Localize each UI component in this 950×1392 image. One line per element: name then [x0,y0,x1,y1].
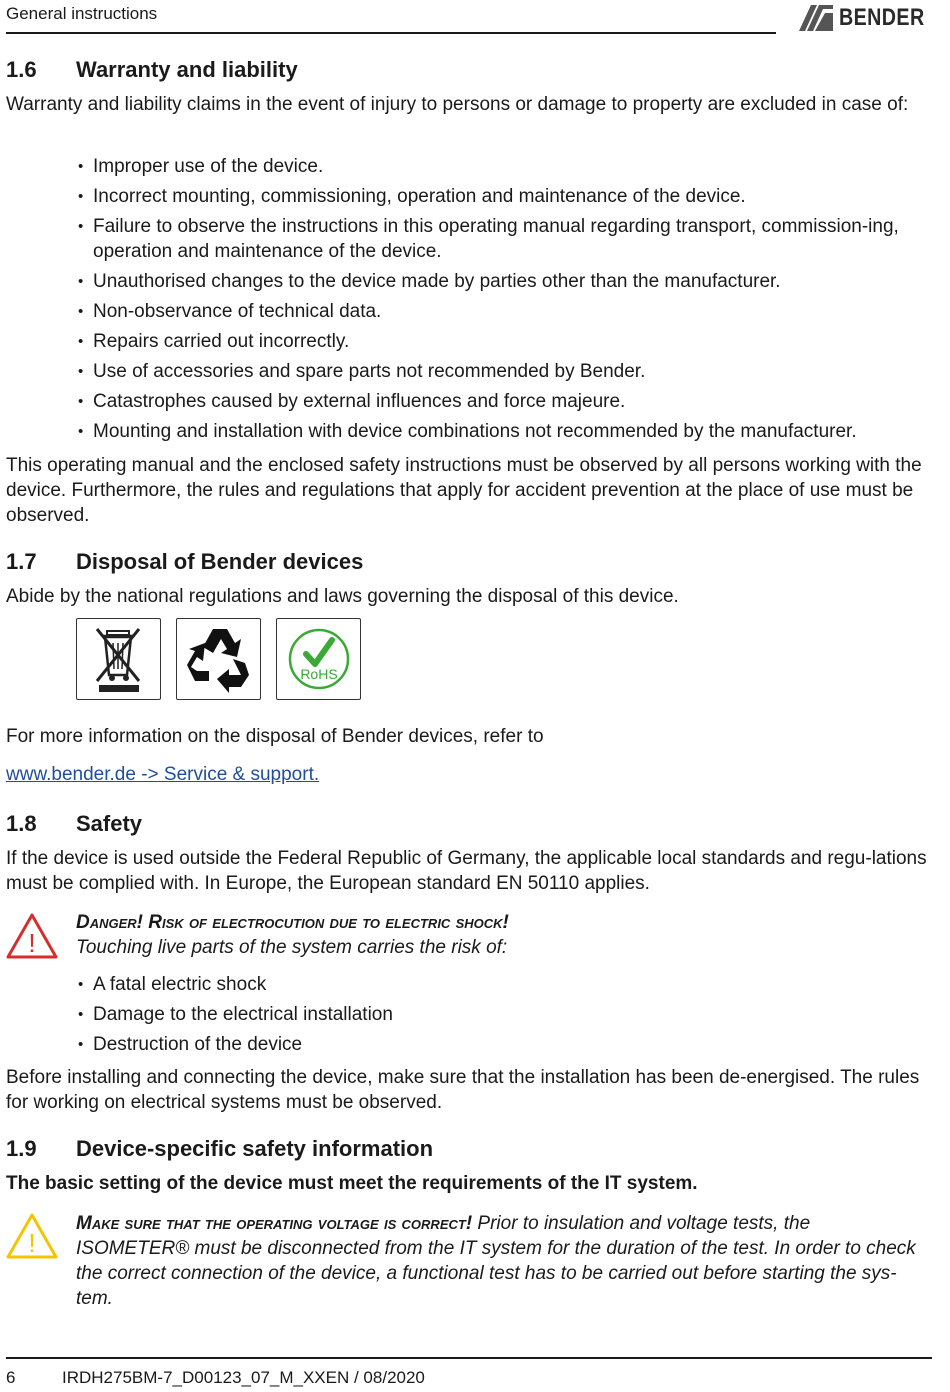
section-number: 1.6 [6,57,37,82]
weee-icon-box [76,618,161,700]
weee-crossed-bin-icon [89,623,149,695]
list-item: • Incorrect mounting, commissioning, operation and maintenance of the device. [78,184,938,209]
recycling-icon-box [176,618,261,700]
paragraph-intro: If the device is used outside the Federal Republic of Germany, the applicable local standards and regu-lations must be complied with. In Europe, the European standard EN 50110 applies. [6,848,927,894]
list-item: • Damage to the electrical installation [78,1002,938,1027]
list-item: • A fatal electric shock [78,972,938,997]
rohs-label: RoHS [299,666,338,682]
rohs-icon-box [276,618,361,700]
caution-lead: Make sure that the operating voltage is correct! [76,1213,473,1234]
bender-logo-icon [797,3,835,33]
section-number: 1.8 [6,811,37,836]
bender-logo [797,3,943,33]
danger-text: Touching live parts of the system carries the risk of: [76,937,508,958]
page-number: 6 [6,1368,16,1387]
paragraph-intro: Abide by the national regulations and laws governing the disposal of this device. [6,586,679,607]
danger-warning-icon [6,912,58,960]
section-title: Safety [76,811,143,836]
logo-text: BENDER [839,4,925,31]
section-number: 1.9 [6,1136,37,1161]
caution-warning-icon-wrap [6,1212,58,1265]
list-item: • Use of accessories and spare parts not recommended by Bender. [78,359,938,384]
paragraph-outro: Before installing and connecting the device, make sure that the installation has been de-energised. The rules for working on electrical systems must be observed. [6,1067,920,1113]
section-heading-1-9 [6,1136,433,1162]
section-heading-1-7 [6,549,363,575]
list-item: • Catastrophes caused by external influences and force majeure. [78,389,938,414]
section-title: Warranty and liability [76,57,298,82]
rohs-icon [286,626,352,692]
danger-notice [76,910,926,960]
section-heading-1-6 [6,57,298,83]
footer-rule [6,1357,932,1359]
danger-list [78,972,938,1062]
list-item: • Mounting and installation with device combinations not recommended by the manufacturer. [78,419,938,444]
list-item: • Improper use of the device. [78,154,938,179]
exclusion-list [78,154,938,449]
recycling-icon [183,623,255,695]
paragraph-intro: Warranty and liability claims in the event of injury to persons or damage to property are excluded in case of: [6,94,909,115]
svg-text:!: ! [28,1228,36,1258]
list-item: • Unauthorised changes to the device made by parties other than the manufacturer. [78,269,938,294]
list-item: • Non-observance of technical data. [78,299,938,324]
caution-notice [76,1211,926,1311]
list-item: • Destruction of the device [78,1032,938,1057]
service-support-link[interactable]: www.bender.de -> Service & support. [6,764,320,785]
paragraph-more-info: For more information on the disposal of Bender devices, refer to [6,726,544,747]
section-number: 1.7 [6,549,37,574]
paragraph-outro: This operating manual and the enclosed safety instructions must be observed by all persons working with the device. Furthermore, the rules and regulations that apply for accident prevention at the place of use must be observed. [6,455,922,526]
header-rule [6,32,776,34]
danger-lead: Danger! Risk of electrocution due to electric shock! [76,912,509,933]
caution-text: Prior to insulation and voltage tests, the ISOMETER® must be disconnected from the IT system for the duration of the test. In order to check the correct connection of the device, a functional test has to be carried out before starting the sys-tem. [76,1213,916,1309]
running-header: General instructions [6,4,158,23]
document-id: IRDH275BM-7_D00123_07_M_XXEN / 08/2020 [62,1368,425,1387]
danger-warning-icon-wrap [6,912,58,965]
requirement-statement: The basic setting of the device must meet the requirements of the IT system. [6,1173,698,1194]
section-title: Disposal of Bender devices [76,549,364,574]
svg-text:!: ! [28,928,36,958]
section-title: Device-specific safety information [76,1136,434,1161]
list-item: • Failure to observe the instructions in this operating manual regarding transport, commission-ing, operation and maintenance of the device. [78,214,938,264]
caution-warning-icon [6,1212,58,1260]
section-heading-1-8 [6,811,142,837]
list-item: • Repairs carried out incorrectly. [78,329,938,354]
